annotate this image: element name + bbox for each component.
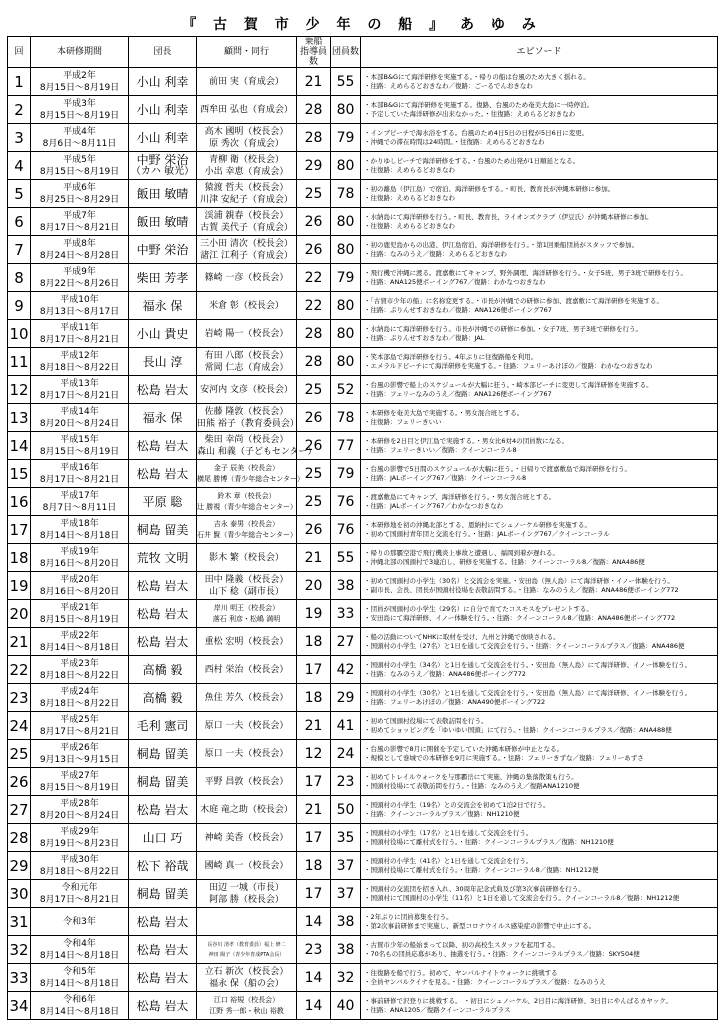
row-leader: 毛利 憲司: [129, 712, 197, 740]
row-instructors: 18: [297, 628, 331, 656]
row-number: 20: [8, 600, 31, 628]
row-period: 平成6年 8月25日～8月29日: [31, 180, 129, 208]
row-leader: 松島 岩太: [129, 796, 197, 824]
row-period: 平成24年 8月18日～8月22日: [31, 684, 129, 712]
row-number: 30: [8, 880, 31, 908]
row-number: 12: [8, 376, 31, 404]
row-advisor: 西牟田 弘也（育成会）: [197, 96, 297, 124]
header-members: 団員数: [331, 37, 361, 68]
row-advisor: 神崎 美香（校長会）: [197, 824, 297, 852]
row-instructors: 25: [297, 180, 331, 208]
history-table: [7, 36, 718, 1020]
row-leader: 松島 岩太: [129, 572, 197, 600]
row-members: 80: [331, 208, 361, 236]
row-members: 79: [331, 264, 361, 292]
table-row: [8, 544, 718, 572]
row-number: 7: [8, 236, 31, 264]
row-number: 29: [8, 852, 31, 880]
row-instructors: 28: [297, 124, 331, 152]
row-leader: 小山 利幸: [129, 124, 197, 152]
row-leader: 小山 利幸: [129, 68, 197, 96]
row-advisor: 猿渡 哲夫（校長会） 川津 安紀子（育成会）: [197, 180, 297, 208]
row-episode: ・国頭村の小学生（41名）と1日を通して交流会を行う。 ・国頭村役場にて離村式を行う。・往路：クイーンコーラル8／復路：NH1212便: [361, 852, 718, 880]
row-episode: ・台風の影響で船上のスケジュールが大幅に狂う。・崎本部ビーチに変更して海洋研修を実施する。 ・往路：フェリーなみのうえ／復路：ANA126便ボーイング767: [361, 376, 718, 404]
row-episode: ・かりゆしビーチで海洋研修をする。・台風のため出発が1日順延となる。 ・往復路：えめらるどおきなわ: [361, 152, 718, 180]
row-period: 平成27年 8月15日～8月19日: [31, 768, 129, 796]
row-leader: 高橋 毅: [129, 684, 197, 712]
row-instructors: 20: [297, 572, 331, 600]
row-leader: 中野 栄治: [129, 236, 197, 264]
row-instructors: 14: [297, 992, 331, 1020]
row-advisor: 有田 八郎（校長会） 常岡 仁志（育成会）: [197, 348, 297, 376]
table-row: [8, 712, 718, 740]
row-advisor: 吉永 泰男（校長会） 石井 賢（青少年総合センター）: [197, 516, 297, 544]
row-instructors: 26: [297, 404, 331, 432]
row-number: 5: [8, 180, 31, 208]
row-advisor: 高木 國明（校長会） 原 秀次（育成会）: [197, 124, 297, 152]
row-period: 平成16年 8月17日～8月21日: [31, 460, 129, 488]
row-period: 平成10年 8月13日～8月17日: [31, 292, 129, 320]
row-members: 79: [331, 124, 361, 152]
row-members: 33: [331, 600, 361, 628]
table-row: [8, 516, 718, 544]
row-number: 26: [8, 768, 31, 796]
row-period: 平成26年 9月13日～9月15日: [31, 740, 129, 768]
header-advisor: 顧問・同行: [197, 37, 297, 68]
row-instructors: 14: [297, 908, 331, 936]
row-instructors: 21: [297, 544, 331, 572]
row-episode: ・本研修を2日目と伊江島で実施する。・男女比6対4の団員数になる。 ・往路：フェリーきいい／復路：クイーンコーラル8: [361, 432, 718, 460]
row-period: 平成2年 8月15日～8月19日: [31, 68, 129, 96]
row-episode: ・往復路を船で行う。初めて、ヤンバルナイトウォークに挑戦する ・全員ヤンバルクイナを見る。・往路：クイーンコーラルプラス／復路：なみのうえ: [361, 964, 718, 992]
row-period: 平成28年 8月20日～8月24日: [31, 796, 129, 824]
row-members: 80: [331, 236, 361, 264]
table-row: [8, 628, 718, 656]
row-leader: 桐島 留美: [129, 516, 197, 544]
page-title: 『 古 賀 市 少 年 の 船 』 あ ゆ み: [182, 17, 542, 33]
row-leader: 中野 栄治 （カハ 敏光）: [129, 152, 197, 180]
row-advisor: 影木 繁（校長会）: [197, 544, 297, 572]
table-row: [8, 880, 718, 908]
table-row: [8, 936, 718, 964]
row-instructors: 17: [297, 880, 331, 908]
row-leader: 松島 岩太: [129, 964, 197, 992]
header-row: [8, 37, 718, 68]
row-number: 27: [8, 796, 31, 824]
row-episode: ・本研修地を初の沖縄北部とする、恩納村にてシュノーケル研修を実施する。 ・初めて国頭村青年団と交流を行う。・往路：JALボーイング767／クイーンコーラル: [361, 516, 718, 544]
table-row: [8, 600, 718, 628]
row-instructors: 19: [297, 600, 331, 628]
row-leader: 松島 岩太: [129, 992, 197, 1020]
row-instructors: 18: [297, 684, 331, 712]
row-leader: 飯田 敏晴: [129, 180, 197, 208]
table-row: [8, 348, 718, 376]
row-number: 17: [8, 516, 31, 544]
row-advisor: 木庭 竜之助（校長会）: [197, 796, 297, 824]
row-episode: ・事前研修で沢登りに挑戦する。 ・初日にシュノーケル、2日目に海洋研修、3日目にやんばるカヤック。 ・往路：ANA1205／復路クイーンコーラルプラス: [361, 992, 718, 1020]
row-number: 18: [8, 544, 31, 572]
header-no: 回: [8, 37, 31, 68]
row-instructors: 17: [297, 824, 331, 852]
row-number: 2: [8, 96, 31, 124]
row-period: 平成7年 8月17日～8月21日: [31, 208, 129, 236]
row-instructors: 28: [297, 320, 331, 348]
row-episode: ・2年ぶりに団員募集を行う。 ・第2次事前研修まで実施し、新型コロナウイルス感染症の影響で中止にする。: [361, 908, 718, 936]
row-advisor: 岩崎 陽一（校長会）: [197, 320, 297, 348]
row-episode: ・台風の影響で5日間のスケジュールが大幅に狂う。・日帰りで渡嘉敷島で海洋研修を行う。 ・往路：JALボーイング767／復路：クイーンコーラル8: [361, 460, 718, 488]
row-instructors: 22: [297, 292, 331, 320]
row-members: 37: [331, 852, 361, 880]
row-members: 35: [331, 824, 361, 852]
row-episode: ・水納島にて海洋研修を行う。・町長、教育長、ライオンズクラブ（伊豆氏）が沖縄本研修に参加。 ・往復路：えめらるどおきなわ: [361, 208, 718, 236]
row-advisor: 田辺 一城（市長） 阿部 勝（校長会）: [197, 880, 297, 908]
row-number: 19: [8, 572, 31, 600]
row-advisor: 西村 栄治（校長会）: [197, 656, 297, 684]
row-leader: 松島 岩太: [129, 376, 197, 404]
row-period: 平成11年 8月17日～8月21日: [31, 320, 129, 348]
row-instructors: 26: [297, 516, 331, 544]
row-advisor: 柴田 幸尚（校長会） 森山 和義（子どもセンター）: [197, 432, 297, 460]
row-number: 14: [8, 432, 31, 460]
row-episode: ・初めて国頭村役場にて表敬訪問を行う。 ・初めてショッピングを「ゆいゆい国頭」にて行う。・往路：クイーンコーラルプラス／復路：ANA488便: [361, 712, 718, 740]
row-period: 平成3年 8月15日～8月19日: [31, 96, 129, 124]
table-row: [8, 376, 718, 404]
row-advisor: 篠崎 一彦（校長会）: [197, 264, 297, 292]
row-episode: ・本部B&Gにて海洋研修を実施する。・帰りの船は台風のため大きく揺れる。 ・往路：えめらるどおきなわ／復路：ごーるでんおきなわ: [361, 68, 718, 96]
row-episode: ・国頭村の小学生（34名）と1日を通して交流会を行う。・安田島（無人島）にて海洋研修、イノー体験を行う。 ・往路：なみのうえ／復路：ANA486便ボーイング772: [361, 656, 718, 684]
row-period: 平成30年 8月18日～8月22日: [31, 852, 129, 880]
row-number: 4: [8, 152, 31, 180]
row-episode: ・「古賀市少年の船」に名称変更する。・市長が沖縄での研修に参加、渡嘉敷にて海洋研修を実施する。 ・往路：ぷりんせすおきなわ／復路：ANA126便ボーイング767: [361, 292, 718, 320]
row-advisor: 渓浦 親春（校長会） 古賀 美代子（育成会）: [197, 208, 297, 236]
row-number: 9: [8, 292, 31, 320]
row-instructors: 29: [297, 152, 331, 180]
table-row: [8, 796, 718, 824]
row-episode: ・船の活動についてNHKに取材を受け、九州と沖縄で放映される。 ・国頭村の小学生（27名）と1日を通して交流会を行う。・往路：クイーンコーラルプラス／復路：ANA486便: [361, 628, 718, 656]
row-period: 平成4年 8月6日～8月11日: [31, 124, 129, 152]
row-number: 15: [8, 460, 31, 488]
row-instructors: 25: [297, 460, 331, 488]
row-members: 55: [331, 544, 361, 572]
row-number: 11: [8, 348, 31, 376]
row-advisor: 長谷川 清孝（教育委員）福上 修二 神田 陽子（青少年育成PTA会長）: [197, 936, 297, 964]
row-advisor: 前田 実（育成会）: [197, 68, 297, 96]
row-instructors: 26: [297, 432, 331, 460]
row-episode: ・本部B&Gにて海洋研修を実施する。復路、台風のため奄美大島に一時停泊。 ・予定していた海洋研修が出来なかった。・往復路：えめらるどおきなわ: [361, 96, 718, 124]
row-members: 23: [331, 768, 361, 796]
row-leader: 松島 岩太: [129, 908, 197, 936]
row-number: 22: [8, 656, 31, 684]
row-number: 32: [8, 936, 31, 964]
row-leader: 桐島 留美: [129, 880, 197, 908]
row-advisor: 原口 一夫（校長会）: [197, 740, 297, 768]
row-members: 78: [331, 180, 361, 208]
table-row: [8, 68, 718, 96]
row-period: 令和4年 8月14日～8月18日: [31, 936, 129, 964]
row-members: 80: [331, 96, 361, 124]
row-episode: ・インブビーチで海水浴をする。台風のため4日5日の日程が5日6日に変更。 ・沖縄での滞在時間は24時間。・往復路：えめらるどおきなわ: [361, 124, 718, 152]
table-row: [8, 152, 718, 180]
row-number: 21: [8, 628, 31, 656]
table-row: [8, 460, 718, 488]
table-row: [8, 320, 718, 348]
row-instructors: 28: [297, 348, 331, 376]
row-leader: 山口 巧: [129, 824, 197, 852]
row-members: 80: [331, 152, 361, 180]
row-leader: 長山 淳: [129, 348, 197, 376]
row-advisor: 安河内 文彦（校長会）: [197, 376, 297, 404]
row-members: 80: [331, 320, 361, 348]
row-members: 77: [331, 432, 361, 460]
table-row: [8, 992, 718, 1020]
row-instructors: 23: [297, 936, 331, 964]
row-members: 50: [331, 796, 361, 824]
row-period: 平成5年 8月15日～8月19日: [31, 152, 129, 180]
row-members: 38: [331, 936, 361, 964]
header-period: 本研修期間: [31, 37, 129, 68]
row-episode: ・初の離島（伊江島）で宿泊、海洋研修をする。・町長、教育長が沖縄本研修に参加。 ・往復路：えめらるどおきなわ: [361, 180, 718, 208]
row-members: 76: [331, 488, 361, 516]
row-episode: ・渡嘉敷島にてキャンプ、海洋研修を行う。・男女混合班とする。 ・往路：JALボーイング767／わかなつおきなわ: [361, 488, 718, 516]
table-row: [8, 236, 718, 264]
row-advisor: 青柳 衛（校長会） 小出 幸恵（育成会）: [197, 152, 297, 180]
table-row: [8, 488, 718, 516]
row-period: 平成23年 8月18日～8月22日: [31, 656, 129, 684]
table-row: [8, 180, 718, 208]
row-episode: ・初の鹿児島からの出港、伊江島宿泊、海洋研修を行う。・第1回乗船団員がスタッフで参加。 ・往路：なみのうえ／復路：えめらるどおきなわ: [361, 236, 718, 264]
row-period: 平成22年 8月14日～8月18日: [31, 628, 129, 656]
row-leader: 平原 聡: [129, 488, 197, 516]
row-members: 37: [331, 880, 361, 908]
row-leader: 小山 貴史: [129, 320, 197, 348]
row-advisor: 佐藤 隆敦（校長会） 田熊 裕子（教育委員会）: [197, 404, 297, 432]
row-period: 平成14年 8月20日～8月24日: [31, 404, 129, 432]
row-members: 41: [331, 712, 361, 740]
row-instructors: 26: [297, 236, 331, 264]
row-episode: ・団員が国頭村の小学生（29名）に自分で育てたコスモスをプレゼントする。 ・安田島にて海洋研修、イノー体験を行う。・往路：クイーンコーラル8／復路：ANA486便ボーイング772: [361, 600, 718, 628]
row-members: 80: [331, 292, 361, 320]
row-episode: ・水納島にて海洋研修を行う。市長が沖縄での研修に参加。・女子7班、男子3班で研修を行う。 ・往路：ぷりんせすおきなわ／復路：JAL: [361, 320, 718, 348]
row-number: 23: [8, 684, 31, 712]
row-leader: 荒牧 文明: [129, 544, 197, 572]
row-instructors: 21: [297, 712, 331, 740]
row-period: 平成15年 8月15日～8月19日: [31, 432, 129, 460]
row-number: 16: [8, 488, 31, 516]
row-instructors: 25: [297, 488, 331, 516]
row-period: 平成8年 8月24日～8月28日: [31, 236, 129, 264]
row-number: 3: [8, 124, 31, 152]
row-number: 13: [8, 404, 31, 432]
table-row: [8, 432, 718, 460]
row-leader: 松島 岩太: [129, 432, 197, 460]
row-leader: 松下 裕哉: [129, 852, 197, 880]
header-episode: エピソード: [361, 37, 718, 68]
row-number: 1: [8, 68, 31, 96]
row-members: 27: [331, 628, 361, 656]
row-episode: ・帰りの那覇空港で飛行機炎上事故と遭遇し、福岡到着が遅れる。 ・沖縄北部の国頭村で3連泊し、研修を実施する。往路：クイーンコーラル8／復路：ANA486便: [361, 544, 718, 572]
row-episode: ・初めてトレイルウォークを与那覇岳にて実施、沖縄の集落散策も行う。 ・国頭村役場にて表敬訪問を行う。・往路：なみのうえ／復路ANA1210便: [361, 768, 718, 796]
row-members: 38: [331, 908, 361, 936]
row-period: 令和6年 8月14日～8月18日: [31, 992, 129, 1020]
row-members: 80: [331, 348, 361, 376]
row-period: 令和元年 8月17日～8月21日: [31, 880, 129, 908]
row-leader: 桐島 留美: [129, 768, 197, 796]
row-number: 33: [8, 964, 31, 992]
table-row: [8, 404, 718, 432]
row-leader: 福永 保: [129, 292, 197, 320]
row-members: 55: [331, 68, 361, 96]
row-advisor: 原口 一夫（校長会）: [197, 712, 297, 740]
row-number: 34: [8, 992, 31, 1020]
row-leader: 松島 岩太: [129, 600, 197, 628]
row-period: 平成9年 8月22日～8月26日: [31, 264, 129, 292]
header-instructors: 乗船 指導員数: [297, 37, 331, 68]
row-members: 29: [331, 684, 361, 712]
row-advisor: 魚住 芳久（校長会）: [197, 684, 297, 712]
row-episode: ・国頭村の小学生（17名）と1日を通して交流会を行う。 ・国頭村役場にて離村式を行う。・往路：クイーンコーラルプラス／復路：NH1210便: [361, 824, 718, 852]
row-instructors: 25: [297, 376, 331, 404]
row-episode: ・台風の影響で8月に開催を予定していた沖縄本研修が中止となる。 ・規模として巻城での本研修を9月に実施する。・往路：フェリーきずな／復路：フェリーあずさ: [361, 740, 718, 768]
row-leader: 桐島 留美: [129, 740, 197, 768]
table-row: [8, 740, 718, 768]
row-period: 平成17年 8月7日～8月11日: [31, 488, 129, 516]
table-row: [8, 292, 718, 320]
row-period: 平成21年 8月15日～8月19日: [31, 600, 129, 628]
table-row: [8, 656, 718, 684]
row-instructors: 14: [297, 964, 331, 992]
row-advisor: 國崎 真一（校長会）: [197, 852, 297, 880]
table-row: [8, 684, 718, 712]
row-advisor: 岸川 明王（校長会） 落石 利彦・松嶋 満明: [197, 600, 297, 628]
row-advisor: 平野 昌敦（校長会）: [197, 768, 297, 796]
row-members: 40: [331, 992, 361, 1020]
table-row: [8, 768, 718, 796]
row-members: 78: [331, 404, 361, 432]
row-leader: 松島 岩太: [129, 628, 197, 656]
row-members: 38: [331, 572, 361, 600]
table-row: [8, 572, 718, 600]
row-members: 42: [331, 656, 361, 684]
row-instructors: 17: [297, 656, 331, 684]
row-instructors: 21: [297, 796, 331, 824]
row-advisor: 鈴木 章（校長会） 辻 勝視（青少年総合センター）: [197, 488, 297, 516]
row-period: 平成18年 8月14日～8月18日: [31, 516, 129, 544]
row-advisor: [197, 908, 297, 936]
row-episode: ・笑本部島で海洋研修を行う。4年ぶりに往復路船を利用。 ・エメラルドビーチにて海洋研修を実施する。・往路：フェリーあけぼの／復路：わかなつおきなわ: [361, 348, 718, 376]
row-period: 平成13年 8月17日～8月21日: [31, 376, 129, 404]
row-instructors: 22: [297, 264, 331, 292]
row-advisor: 江口 裕規（校長会） 江野 秀一郎・秋山 裕教: [197, 992, 297, 1020]
table-row: [8, 124, 718, 152]
row-members: 52: [331, 376, 361, 404]
row-advisor: 重松 宏明（校長会）: [197, 628, 297, 656]
row-episode: ・国頭村の交流団を招き入れ、30周年記念式典及び第3次事前研修を行う。 ・国頭村にて国頭村の小学生（11名）と1日を通して交流会を行う。クイーンコーラル8／復路：NH1212便: [361, 880, 718, 908]
row-period: 平成12年 8月18日～8月22日: [31, 348, 129, 376]
table-row: [8, 96, 718, 124]
row-instructors: 12: [297, 740, 331, 768]
row-episode: ・古賀市少年の船始まって以降、初の高校生スタッフを起用する。 ・70名もの団員応募があり、抽選を行う。・往路：クイーンコーラルプラス／復路：SKY504便: [361, 936, 718, 964]
row-leader: 松島 岩太: [129, 460, 197, 488]
row-number: 31: [8, 908, 31, 936]
row-members: 24: [331, 740, 361, 768]
row-instructors: 18: [297, 852, 331, 880]
table-row: [8, 824, 718, 852]
row-period: 平成29年 8月19日～8月23日: [31, 824, 129, 852]
row-advisor: 金子 辰美（校長会） 横尾 勝博（青少年総合センター）: [197, 460, 297, 488]
row-episode: ・飛行機で沖縄に渡る。渡嘉敷にてキャンプ、野外調理、海洋研修を行う。・女子5班、男子3班で研修を行う。 ・往路：ANA125便ボーイング767／復路：わかなつおきなわ: [361, 264, 718, 292]
row-instructors: 17: [297, 768, 331, 796]
row-instructors: 28: [297, 96, 331, 124]
row-members: 79: [331, 460, 361, 488]
row-instructors: 21: [297, 68, 331, 96]
row-period: 令和5年 8月14日～8月18日: [31, 964, 129, 992]
row-advisor: 立石 新次（校長会） 福永 保（船の会）: [197, 964, 297, 992]
row-number: 6: [8, 208, 31, 236]
row-members: 76: [331, 516, 361, 544]
row-instructors: 26: [297, 208, 331, 236]
row-leader: 小山 利幸: [129, 96, 197, 124]
row-number: 28: [8, 824, 31, 852]
row-number: 10: [8, 320, 31, 348]
row-episode: ・本研修を奄美大島で実施する。・男女混合班とする。 ・往復路：フェリーきいい: [361, 404, 718, 432]
row-members: 32: [331, 964, 361, 992]
row-period: 令和3年: [31, 908, 129, 936]
row-episode: ・国頭村の小学生（19名）との交流会を初めて1泊2日で行う。 ・往路：クイーンコーラルプラス／復路：NH1210便: [361, 796, 718, 824]
table-row: [8, 264, 718, 292]
row-number: 8: [8, 264, 31, 292]
table-row: [8, 208, 718, 236]
row-period: 平成19年 8月16日～8月20日: [31, 544, 129, 572]
row-advisor: 三小田 清次（校長会） 諸江 江利子（育成会）: [197, 236, 297, 264]
row-leader: 高橋 毅: [129, 656, 197, 684]
row-number: 25: [8, 740, 31, 768]
row-leader: 福永 保: [129, 404, 197, 432]
table-row: [8, 908, 718, 936]
row-advisor: 米倉 彰（校長会）: [197, 292, 297, 320]
row-leader: 飯田 敏晴: [129, 208, 197, 236]
row-leader: 松島 岩太: [129, 936, 197, 964]
row-number: 24: [8, 712, 31, 740]
row-period: 平成20年 8月16日～8月20日: [31, 572, 129, 600]
header-leader: 団長: [129, 37, 197, 68]
row-period: 平成25年 8月17日～8月21日: [31, 712, 129, 740]
table-row: [8, 852, 718, 880]
table-row: [8, 964, 718, 992]
row-episode: ・初めて国頭村の小学生（30名）と交流会を実施。・安田島（無人島）にて海洋研修・イノー体験を行う。 ・副市長、会長、団長が国頭村役場を表敬訪問する。・往路：なみのうえ／復路：ANA486便ボーイング772: [361, 572, 718, 600]
row-episode: ・国頭村の小学生（30名）と1日を通して交流会を行う。・安田島（無人島）にて海洋研修、イノー体験を行う。 ・往路：フェリーあけぼの／復路：ANA490便ボーイング722: [361, 684, 718, 712]
row-advisor: 田中 隆義（校長会） 山下 稔（副市長）: [197, 572, 297, 600]
row-leader: 柴田 芳孝: [129, 264, 197, 292]
